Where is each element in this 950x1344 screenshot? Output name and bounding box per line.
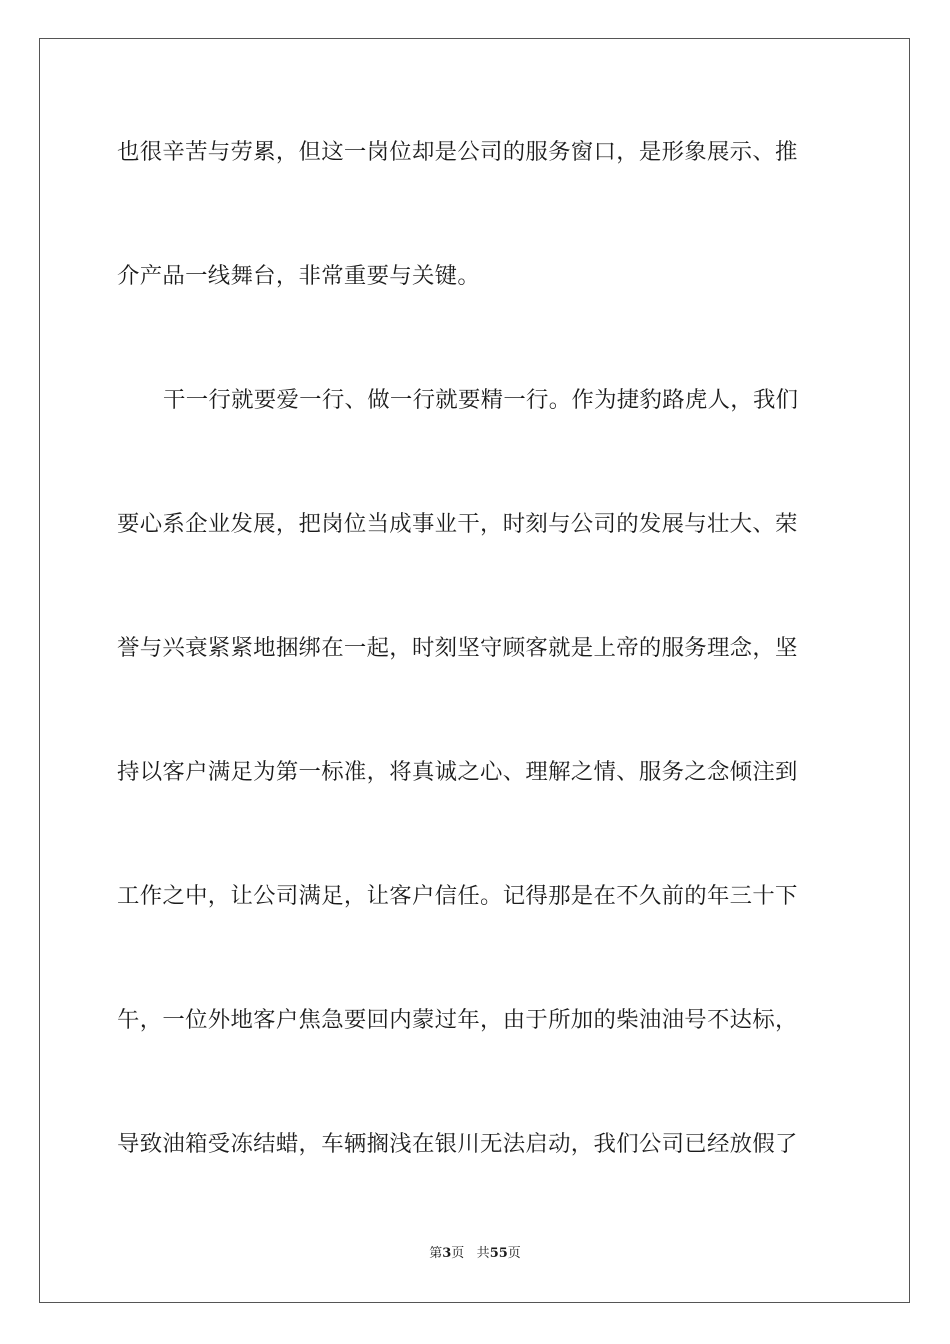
current-page-number: 3 (442, 1246, 452, 1261)
body-line: 干一行就要爱一行、做一行就要精一行。作为捷豹路虎人，我们 (163, 387, 799, 413)
page-border (39, 38, 910, 1303)
footer-total-prefix: 共 (476, 1246, 490, 1261)
footer-total-suffix: 页 (507, 1246, 521, 1261)
body-line: 要心系企业发展，把岗位当成事业干，时刻与公司的发展与壮大、荣 (117, 511, 798, 537)
body-line: 工作之中，让公司满足，让客户信任。记得那是在不久前的年三十下 (117, 883, 798, 909)
body-line: 也很辛苦与劳累，但这一岗位却是公司的服务窗口，是形象展示、推 (117, 139, 798, 165)
body-line: 介产品一线舞台，非常重要与关键。 (117, 263, 481, 289)
body-line: 导致油箱受冻结蜡，车辆搁浅在银川无法启动，我们公司已经放假了 (117, 1131, 798, 1157)
page-footer (0, 1244, 950, 1264)
body-line: 持以客户满足为第一标准，将真诚之心、理解之情、服务之念倾注到 (117, 759, 798, 785)
body-line: 午，一位外地客户焦急要回内蒙过年，由于所加的柴油油号不达标， (117, 1007, 798, 1033)
footer-prefix: 第 (429, 1246, 443, 1261)
footer-page-suffix: 页 (451, 1246, 465, 1261)
body-line: 誉与兴衰紧紧地捆绑在一起，时刻坚守顾客就是上帝的服务理念，坚 (117, 635, 798, 661)
total-page-count: 55 (489, 1246, 508, 1261)
